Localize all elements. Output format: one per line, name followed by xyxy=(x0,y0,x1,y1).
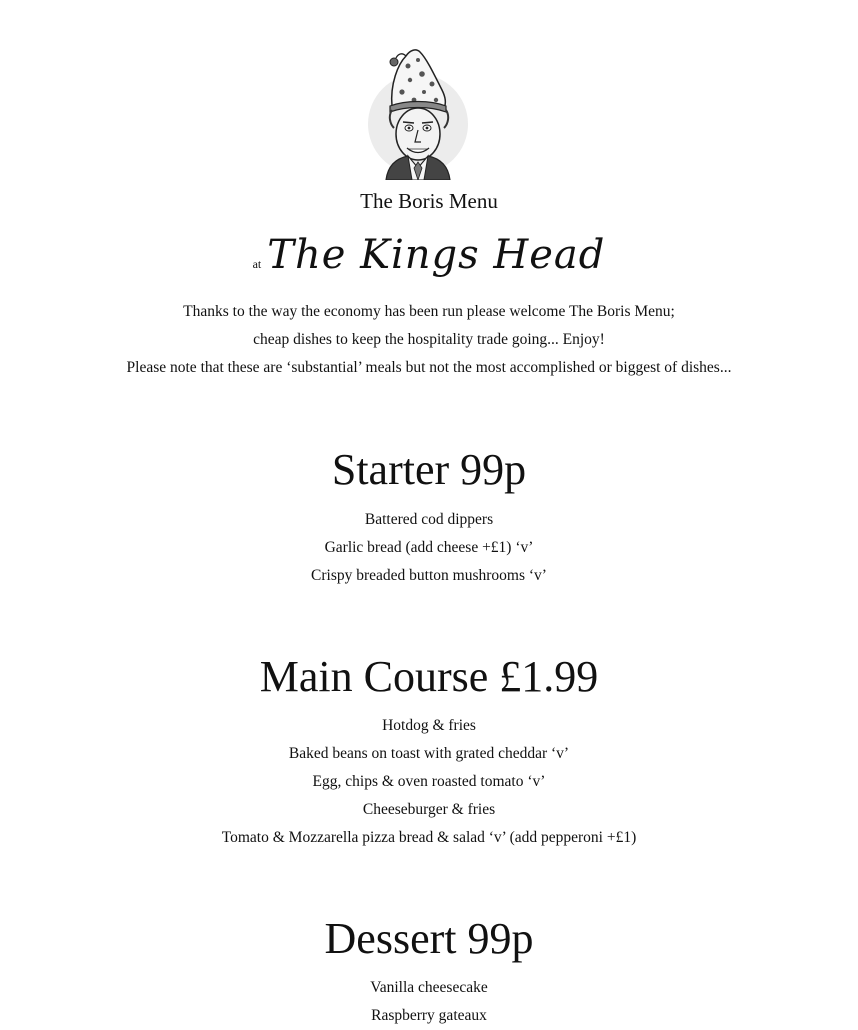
menu-title: The Boris Menu xyxy=(360,189,498,213)
menu-item: Hotdog & fries xyxy=(382,717,476,734)
dessert-items xyxy=(0,974,858,1030)
dessert-heading: Dessert 99p xyxy=(324,914,534,963)
menu-item: Tomato & Mozzarella pizza bread & salad ‘v’ (add pepperoni +£1) xyxy=(221,829,637,846)
intro-line: cheap dishes to keep the hospitality trade going... Enjoy! xyxy=(253,331,605,348)
intro-text xyxy=(0,298,858,382)
main-course-heading: Main Course £1.99 xyxy=(259,652,599,701)
menu-item: Baked beans on toast with grated cheddar ‘v’ xyxy=(288,745,570,762)
venue-logo xyxy=(0,222,858,288)
starter-heading: Starter 99p xyxy=(331,445,527,494)
menu-item: Vanilla cheesecake xyxy=(370,979,488,996)
menu-item: Egg, chips & oven roasted tomato ‘v’ xyxy=(312,773,546,790)
caricature-illustration xyxy=(362,44,474,180)
venue-prefix: at xyxy=(252,257,262,271)
starter-items xyxy=(0,506,858,590)
menu-item: Cheeseburger & fries xyxy=(362,801,496,818)
intro-line: Thanks to the way the economy has been run please welcome The Boris Menu; xyxy=(183,303,675,320)
menu-item: Garlic bread (add cheese +£1) ‘v’ xyxy=(324,539,534,556)
venue-name: The Kings Head xyxy=(267,232,606,278)
menu-item: Raspberry gateaux xyxy=(371,1007,487,1024)
main-course-items xyxy=(0,712,858,852)
intro-line: Please note that these are ‘substantial’ meals but not the most accomplished or biggest of dishes... xyxy=(126,359,732,376)
menu-item: Crispy breaded button mushrooms ‘v’ xyxy=(311,567,547,584)
menu-item: Battered cod dippers xyxy=(364,511,494,528)
